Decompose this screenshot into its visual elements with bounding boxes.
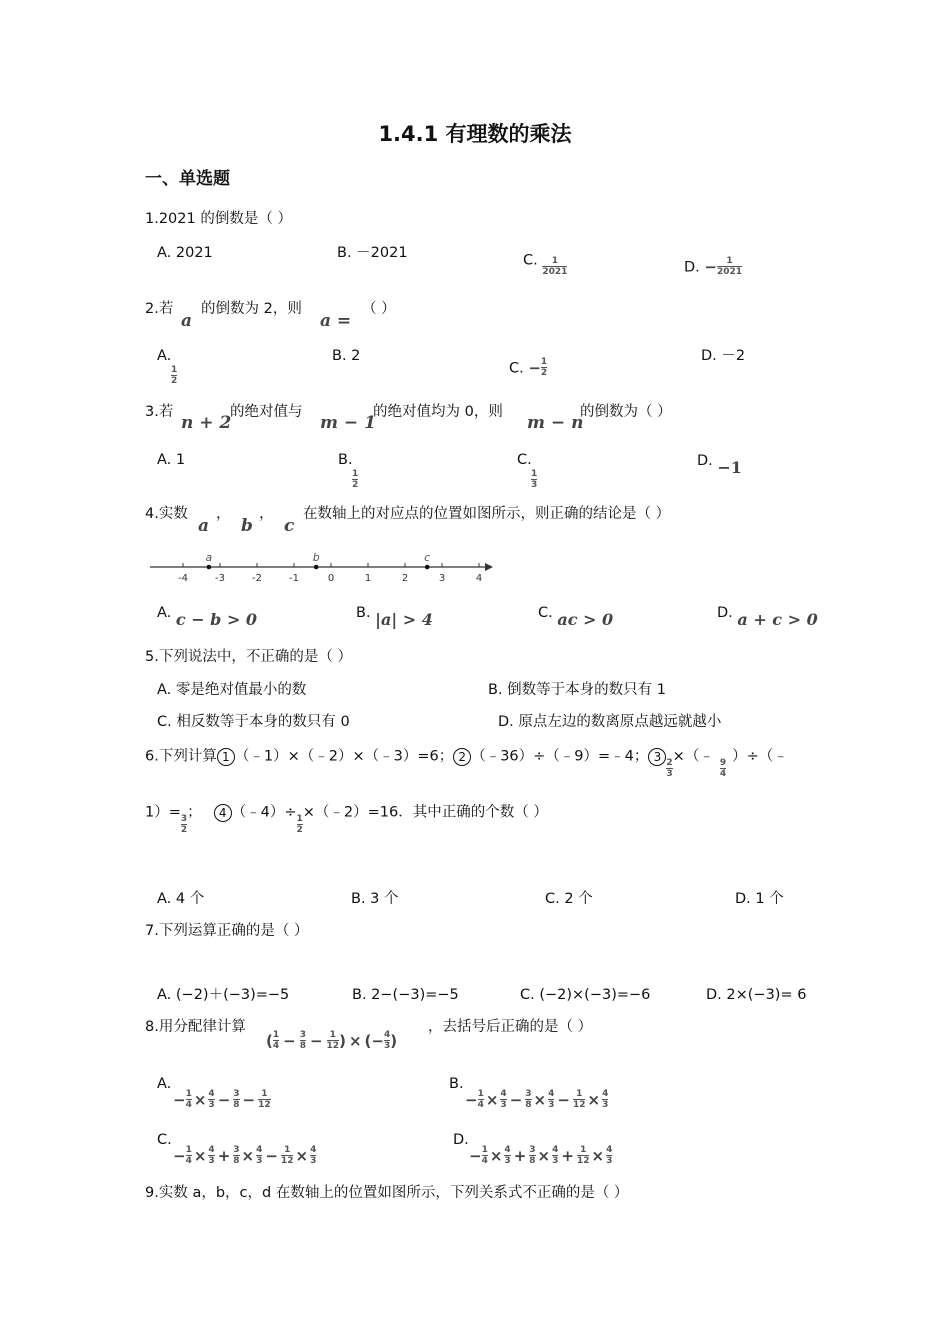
- q3-stem-part4: 的倒数为（ ）: [580, 404, 672, 420]
- q3-option-d[interactable]: D. −1: [697, 453, 742, 477]
- q2-option-d[interactable]: D. －2: [701, 348, 746, 364]
- q2-stem-part2: 的倒数为 2，则: [201, 301, 302, 317]
- q6-fraction-1-2: $\frac{1}{2}$: [296, 814, 303, 835]
- q5-option-b[interactable]: B. 倒数等于本身的数只有 1: [488, 682, 666, 698]
- q8-expression: ( $\frac{1}{4}$ − $\frac{3}{8}$ − $\frac{1}{12}$ ) × (− $\frac{4}{3}$ ): [266, 1030, 398, 1051]
- q8-stem-part2: ，去括号后正确的是（ ）: [428, 1019, 593, 1035]
- q8-option-c-expr[interactable]: − $\frac{1}{4}$ × $\frac{4}{3}$ + $\frac{3}{8}$ × $\frac{4}{3}$ − $\frac{1}{12}$ × $\frac{4}{3}$: [173, 1145, 317, 1166]
- q7-option-a[interactable]: A. (−2)＋(−3)=−5: [157, 987, 290, 1003]
- q3-expr-n-plus-2: n + 2: [181, 413, 232, 433]
- q4-var-b: b: [241, 516, 253, 536]
- q1-c-fraction: $\frac{1}{2021}$: [542, 256, 568, 277]
- circled-number-3: 3: [648, 748, 666, 766]
- q7-option-c[interactable]: C. (−2)×(−3)=−6: [520, 987, 651, 1003]
- q5-stem: 5.下列说法中，不正确的是（ ）: [145, 649, 352, 665]
- q8-option-c-label[interactable]: C.: [157, 1132, 172, 1148]
- q8-option-d-label[interactable]: D.: [453, 1132, 469, 1148]
- q7-stem: 7.下列运算正确的是（ ）: [145, 923, 309, 939]
- q7-option-d[interactable]: D. 2×(−3)= 6: [706, 987, 807, 1003]
- q6-stem-line2: 1）= $\frac{3}{2}$ ； 4 （﹣4）÷ $\frac{1}{2}$ ×（﹣2）=16．其中正确的个数（ ）: [145, 804, 548, 835]
- q3-stem-part3: 的绝对值均为 0，则: [373, 404, 503, 420]
- tick-label: 2: [401, 573, 409, 584]
- q6-option-b[interactable]: B. 3 个: [351, 891, 399, 907]
- q3-expr-m-minus-1: m − 1: [320, 413, 376, 433]
- q3-b-fraction: $\frac{1}{2}$: [352, 469, 359, 490]
- q8-option-a-label[interactable]: A.: [157, 1076, 172, 1092]
- point-b: [314, 565, 319, 570]
- page-title: 1.4.1 有理数的乘法: [378, 122, 572, 146]
- q4-option-a[interactable]: A. c − b > 0: [157, 605, 258, 629]
- q2-option-b[interactable]: B. 2: [332, 348, 361, 364]
- q8-option-b-label[interactable]: B.: [449, 1076, 464, 1092]
- q4-stem-part1: 4.实数: [145, 506, 188, 522]
- circled-number-2: 2: [453, 748, 471, 766]
- q8-option-a-expr[interactable]: − $\frac{1}{4}$ × $\frac{4}{3}$ − $\frac{3}{8}$ − $\frac{1}{12}$: [173, 1089, 271, 1110]
- tick-label: -2: [252, 573, 262, 584]
- q8-stem-part1: 8.用分配律计算: [145, 1019, 246, 1035]
- q8-option-b-expr[interactable]: − $\frac{1}{4}$ × $\frac{4}{3}$ − $\frac{3}{8}$ × $\frac{4}{3}$ − $\frac{1}{12}$ × $\frac{4}{3}$: [465, 1089, 609, 1110]
- tick-label: 4: [475, 573, 483, 584]
- q5-option-c[interactable]: C. 相反数等于本身的数只有 0: [157, 714, 350, 730]
- q6-option-d[interactable]: D. 1 个: [735, 891, 784, 907]
- q6-fraction-9-4: $\frac{9}{4}$: [719, 758, 727, 779]
- q4-option-b[interactable]: B. |a| > 4: [356, 605, 433, 629]
- q2-var-a: a: [181, 311, 193, 331]
- q4-var-a: a: [198, 516, 210, 536]
- q1-option-c[interactable]: C. $\frac{1}{2021}$: [523, 252, 568, 277]
- q6-stem-line1: 6.下列计算 1 （﹣1）×（﹣2）×（﹣3）=6； 2 （﹣36）÷（﹣9）=﹣4； 3 $\frac{2}{3}$ ×（﹣ $\frac{9}{4}$ ）÷（﹣: [145, 748, 788, 779]
- q5-option-a[interactable]: A. 零是绝对值最小的数: [157, 682, 307, 698]
- tick-label: -3: [215, 573, 225, 584]
- point-a: [207, 565, 212, 570]
- q1-option-a[interactable]: A. 2021: [157, 245, 213, 261]
- q8-option-d-expr[interactable]: − $\frac{1}{4}$ × $\frac{4}{3}$ + $\frac{3}{8}$ × $\frac{4}{3}$ + $\frac{1}{12}$ × $\frac{4}{3}$: [469, 1145, 613, 1166]
- q3-expr-m-minus-n: m − n: [527, 413, 584, 433]
- point-label-c: c: [424, 551, 431, 564]
- q9-stem: 9.实数 a，b，c，d 在数轴上的位置如图所示，下列关系式不正确的是（ ）: [145, 1185, 629, 1201]
- tick-label: 0: [327, 573, 335, 584]
- q1-option-d[interactable]: D. − $\frac{1}{2021}$: [684, 256, 743, 277]
- q4-number-line: [145, 546, 495, 586]
- point-label-b: b: [312, 551, 320, 564]
- q3-stem-part1: 3.若: [145, 404, 174, 420]
- q6-fraction-2-3: $\frac{2}{3}$: [666, 758, 673, 779]
- q2-option-c[interactable]: C. − $\frac{1}{2}$: [509, 357, 548, 378]
- q5-option-d[interactable]: D. 原点左边的数离原点越远就越小: [498, 714, 722, 730]
- q6-fraction-3-2: $\frac{3}{2}$: [180, 814, 188, 835]
- section-heading: 一、单选题: [145, 169, 230, 189]
- q3-option-a[interactable]: A. 1: [157, 452, 186, 468]
- circled-number-4: 4: [214, 804, 232, 822]
- tick-label: -1: [289, 573, 299, 584]
- q2-option-a[interactable]: A. $\frac{1}{2}$: [157, 348, 178, 386]
- q1-option-b[interactable]: B. －2021: [337, 245, 408, 261]
- q2-expr: a =: [320, 311, 352, 331]
- q3-c-fraction: $\frac{1}{3}$: [531, 469, 538, 490]
- q4-option-c[interactable]: C. ac > 0: [538, 605, 614, 629]
- q7-option-b[interactable]: B. 2−(−3)=−5: [352, 987, 459, 1003]
- q1-stem: 1.2021 的倒数是（ ）: [145, 211, 292, 227]
- q4-option-d[interactable]: D. a + c > 0: [717, 605, 818, 629]
- q2-c-fraction: $\frac{1}{2}$: [540, 357, 548, 378]
- q4-var-c: c: [284, 516, 295, 536]
- q4-stem-part2: 在数轴上的对应点的位置如图所示，则正确的结论是（ ）: [303, 506, 671, 522]
- q2-stem-part3: （ ）: [362, 301, 396, 317]
- q1-d-fraction: $\frac{1}{2021}$: [716, 256, 743, 277]
- point-label-a: a: [205, 551, 213, 564]
- q2-a-fraction: $\frac{1}{2}$: [171, 365, 178, 386]
- q3-option-b[interactable]: B. $\frac{1}{2}$: [338, 452, 359, 490]
- q4-comma2: ，: [259, 506, 274, 522]
- q3-stem-part2: 的绝对值与: [230, 404, 303, 420]
- q6-option-a[interactable]: A. 4 个: [157, 891, 205, 907]
- tick-label: -4: [178, 573, 188, 584]
- q6-option-c[interactable]: C. 2 个: [545, 891, 593, 907]
- tick-label: 3: [438, 573, 446, 584]
- circled-number-1: 1: [217, 748, 235, 766]
- q3-option-c[interactable]: C. $\frac{1}{3}$: [517, 452, 538, 490]
- tick-label: 1: [364, 573, 372, 584]
- q2-stem-part1: 2.若: [145, 301, 174, 317]
- q4-comma1: ，: [216, 506, 231, 522]
- number-line-arrow: [485, 563, 493, 571]
- point-c: [425, 565, 430, 570]
